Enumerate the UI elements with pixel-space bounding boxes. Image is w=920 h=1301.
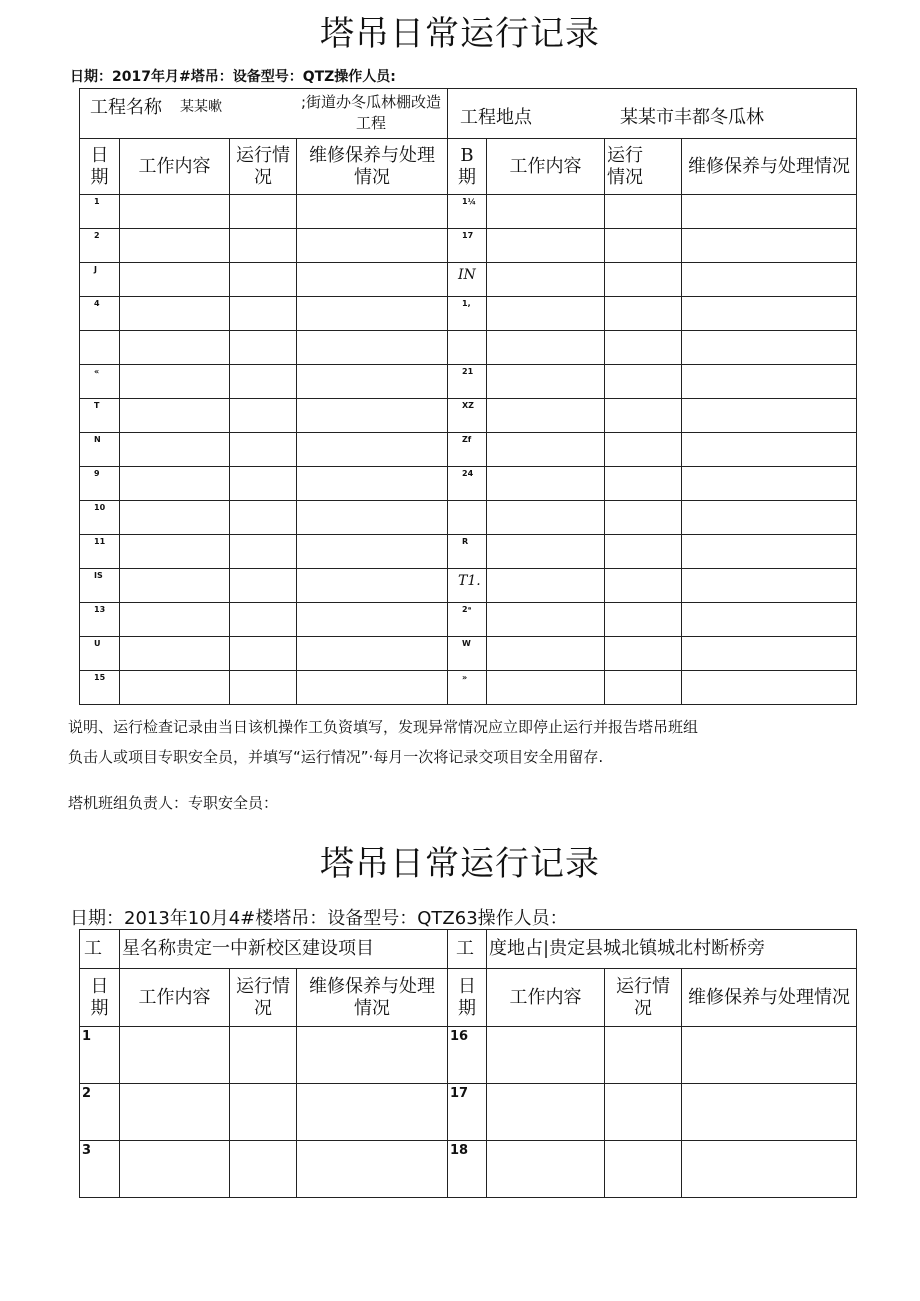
maint-cell[interactable]	[297, 331, 448, 365]
status-cell[interactable]	[230, 365, 297, 399]
header-status: 运行情况	[230, 139, 297, 195]
maint-cell[interactable]	[297, 1141, 448, 1198]
status-cell[interactable]	[230, 569, 297, 603]
work-cell-right[interactable]	[487, 433, 605, 467]
maint-cell[interactable]	[297, 297, 448, 331]
work-cell[interactable]	[120, 263, 230, 297]
table-row	[80, 331, 857, 365]
table-row	[80, 603, 857, 637]
work-cell[interactable]	[120, 433, 230, 467]
status-cell-right[interactable]	[605, 603, 682, 637]
proj-cell-a: 工	[80, 930, 120, 969]
work-cell[interactable]	[120, 297, 230, 331]
status-cell[interactable]	[230, 433, 297, 467]
work-cell-right[interactable]	[487, 195, 605, 229]
status-cell-right[interactable]	[605, 1027, 682, 1084]
day-cell-left: T	[80, 399, 120, 433]
maint-cell[interactable]	[297, 637, 448, 671]
day-cell-left: U	[80, 637, 120, 671]
maint-cell-right[interactable]	[682, 297, 857, 331]
maint-cell-right[interactable]	[682, 263, 857, 297]
header-maint: 维修保养与处理情况	[297, 139, 448, 195]
work-cell-right[interactable]	[487, 229, 605, 263]
note-line-1: 说明、运行检查记录由当日该机操作工负资填写，发现异常情况应立即停止运行并报告塔吊班组	[68, 718, 699, 736]
work-cell[interactable]	[120, 535, 230, 569]
day-cell-left: «	[80, 365, 120, 399]
header-work-right-2: 工作内容	[487, 969, 605, 1027]
maint-cell-right[interactable]	[682, 399, 857, 433]
table-row	[80, 195, 857, 229]
status-cell-right[interactable]	[605, 569, 682, 603]
day-cell-right: 24	[448, 467, 487, 501]
work-cell-right[interactable]	[487, 603, 605, 637]
maint-cell[interactable]	[297, 229, 448, 263]
day-cell-right: »	[448, 671, 487, 705]
maint-cell[interactable]	[297, 603, 448, 637]
header-maint-2: 维修保养与处理情况	[297, 969, 448, 1027]
day-cell-right: 17	[448, 1084, 487, 1141]
status-cell[interactable]	[230, 467, 297, 501]
status-cell[interactable]	[230, 331, 297, 365]
work-cell[interactable]	[120, 1141, 230, 1198]
maint-cell[interactable]	[297, 263, 448, 297]
status-cell[interactable]	[230, 1141, 297, 1198]
header-row-2	[80, 969, 857, 1027]
status-cell-right[interactable]	[605, 195, 682, 229]
maint-cell-right[interactable]	[682, 229, 857, 263]
day-cell-right: 21	[448, 365, 487, 399]
work-cell[interactable]	[120, 399, 230, 433]
status-cell-right[interactable]	[605, 1141, 682, 1198]
proj-cell-b: 工	[448, 930, 487, 969]
maint-cell[interactable]	[297, 467, 448, 501]
record-info-1: 日期：2017年月#塔吊：设备型号：QTZ操作人员:	[70, 69, 396, 85]
day-cell-left: 9	[80, 467, 120, 501]
table-row	[80, 1027, 857, 1084]
day-cell-left: 13	[80, 603, 120, 637]
maint-cell-right[interactable]	[682, 603, 857, 637]
status-cell[interactable]	[230, 297, 297, 331]
project-name-value-b: ;街道办冬瓜林棚改造工程	[300, 93, 442, 132]
maint-cell-right[interactable]	[682, 535, 857, 569]
project-name-label: 工程名称	[90, 97, 162, 118]
table-row	[80, 433, 857, 467]
project-name-value-a: 某某嗽	[180, 99, 222, 115]
day-cell-left	[80, 331, 120, 365]
status-cell-right[interactable]	[605, 263, 682, 297]
work-cell[interactable]	[120, 195, 230, 229]
header-work: 工作内容	[120, 139, 230, 195]
day-cell-left: 1	[80, 195, 120, 229]
header-status-right: 运行情况	[605, 139, 682, 195]
day-cell-right: IN	[448, 263, 487, 297]
header-status-right-2: 运行情况	[605, 969, 682, 1027]
day-cell-left: 2	[80, 229, 120, 263]
work-cell[interactable]	[120, 331, 230, 365]
proj-name-2: 星名称贵定一中新校区建设项目	[120, 930, 448, 969]
work-cell-right[interactable]	[487, 569, 605, 603]
status-cell[interactable]	[230, 229, 297, 263]
status-cell-right[interactable]	[605, 433, 682, 467]
table-row	[80, 365, 857, 399]
day-cell-left: 10	[80, 501, 120, 535]
status-cell[interactable]	[230, 1027, 297, 1084]
maint-cell-right[interactable]	[682, 467, 857, 501]
table-row	[80, 501, 857, 535]
status-cell-right[interactable]	[605, 1084, 682, 1141]
status-cell[interactable]	[230, 603, 297, 637]
record-table-2	[79, 929, 857, 1198]
day-cell-left: 15	[80, 671, 120, 705]
table-row	[80, 1141, 857, 1198]
day-cell-right: 2ᵃ	[448, 603, 487, 637]
work-cell[interactable]	[120, 637, 230, 671]
day-cell-right: 1,	[448, 297, 487, 331]
work-cell[interactable]	[120, 501, 230, 535]
project-name-cell	[80, 89, 448, 139]
table-row	[80, 229, 857, 263]
work-cell[interactable]	[120, 671, 230, 705]
table-row	[80, 399, 857, 433]
table-row	[80, 671, 857, 705]
day-cell-right: Zf	[448, 433, 487, 467]
header-work-right: 工作内容	[487, 139, 605, 195]
status-cell-right[interactable]	[605, 365, 682, 399]
work-cell-right[interactable]	[487, 501, 605, 535]
maint-cell-right[interactable]	[682, 569, 857, 603]
status-cell-right[interactable]	[605, 535, 682, 569]
maint-cell-right[interactable]	[682, 331, 857, 365]
work-cell[interactable]	[120, 1084, 230, 1141]
work-cell[interactable]	[120, 229, 230, 263]
status-cell-right[interactable]	[605, 501, 682, 535]
header-maint-right-2: 维修保养与处理情况	[682, 969, 857, 1027]
day-cell-left: 3	[80, 1141, 120, 1198]
status-cell[interactable]	[230, 501, 297, 535]
day-cell-right: W	[448, 637, 487, 671]
header-status-2: 运行情况	[230, 969, 297, 1027]
work-cell-right[interactable]	[487, 467, 605, 501]
maint-cell[interactable]	[297, 365, 448, 399]
maint-cell[interactable]	[297, 1084, 448, 1141]
maint-cell[interactable]	[297, 399, 448, 433]
work-cell-right[interactable]	[487, 297, 605, 331]
note-line-2: 负击人或项目专职安全员，并填写“运行情况”·每月一次将记录交项目安全用留存.	[68, 748, 604, 766]
status-cell[interactable]	[230, 535, 297, 569]
location-value: 某某市丰都冬瓜林	[620, 107, 764, 128]
record-table-1	[79, 88, 857, 705]
day-cell-right: 18	[448, 1141, 487, 1198]
maint-cell[interactable]	[297, 501, 448, 535]
work-cell-right[interactable]	[487, 399, 605, 433]
day-cell-right: 16	[448, 1027, 487, 1084]
maint-cell-right[interactable]	[682, 195, 857, 229]
status-cell-right[interactable]	[605, 467, 682, 501]
day-cell-right	[448, 501, 487, 535]
header-date: 日期	[80, 139, 120, 195]
work-cell[interactable]	[120, 365, 230, 399]
page-title-1: 塔吊日常运行记录	[320, 14, 600, 54]
day-cell-left: 1	[80, 1027, 120, 1084]
maint-cell[interactable]	[297, 569, 448, 603]
table-row	[80, 297, 857, 331]
work-cell-right[interactable]	[487, 637, 605, 671]
work-cell-right[interactable]	[487, 535, 605, 569]
maint-cell[interactable]	[297, 535, 448, 569]
maint-cell-right[interactable]	[682, 1084, 857, 1141]
day-cell-left: 2	[80, 1084, 120, 1141]
maint-cell-right[interactable]	[682, 501, 857, 535]
table-row	[80, 1084, 857, 1141]
location-2: 度地占|贵定县城北镇城北村断桥旁	[487, 930, 857, 969]
maint-cell[interactable]	[297, 671, 448, 705]
day-cell-right: XZ	[448, 399, 487, 433]
work-cell[interactable]	[120, 467, 230, 501]
header-date-right-2: 日期	[448, 969, 487, 1027]
table-row	[80, 467, 857, 501]
work-cell-right[interactable]	[487, 671, 605, 705]
maint-cell-right[interactable]	[682, 1027, 857, 1084]
day-cell-right: 17	[448, 229, 487, 263]
day-cell-left: J	[80, 263, 120, 297]
day-cell-left: IS	[80, 569, 120, 603]
day-cell-right: R	[448, 535, 487, 569]
maint-cell[interactable]	[297, 195, 448, 229]
status-cell[interactable]	[230, 671, 297, 705]
status-cell-right[interactable]	[605, 331, 682, 365]
status-cell-right[interactable]	[605, 297, 682, 331]
work-cell[interactable]	[120, 603, 230, 637]
header-row-1	[80, 139, 857, 195]
table-row	[80, 569, 857, 603]
maint-cell-right[interactable]	[682, 433, 857, 467]
status-cell[interactable]	[230, 263, 297, 297]
header-maint-right: 维修保养与处理情况	[682, 139, 857, 195]
location-cell	[448, 89, 857, 139]
day-cell-left: N	[80, 433, 120, 467]
work-cell-right[interactable]	[487, 331, 605, 365]
day-cell-left: 11	[80, 535, 120, 569]
work-cell-right[interactable]	[487, 263, 605, 297]
status-cell-right[interactable]	[605, 671, 682, 705]
table-row	[80, 263, 857, 297]
location-label: 工程地点	[460, 107, 532, 128]
signers-line: 塔机班组负责人：专职安全员：	[68, 794, 279, 812]
header-date-2: 日期	[80, 969, 120, 1027]
maint-cell[interactable]	[297, 1027, 448, 1084]
work-cell-right[interactable]	[487, 1084, 605, 1141]
status-cell[interactable]	[230, 195, 297, 229]
status-cell[interactable]	[230, 1084, 297, 1141]
status-cell-right[interactable]	[605, 399, 682, 433]
maint-cell-right[interactable]	[682, 365, 857, 399]
day-cell-right: 1¼	[448, 195, 487, 229]
page-title-2: 塔吊日常运行记录	[320, 844, 600, 884]
header-date-right: B期	[448, 139, 487, 195]
status-cell[interactable]	[230, 399, 297, 433]
day-cell-right	[448, 331, 487, 365]
header-work-2: 工作内容	[120, 969, 230, 1027]
maint-cell-right[interactable]	[682, 671, 857, 705]
maint-cell[interactable]	[297, 433, 448, 467]
maint-cell-right[interactable]	[682, 637, 857, 671]
work-cell-right[interactable]	[487, 1141, 605, 1198]
day-cell-right: T1.	[448, 569, 487, 603]
status-cell-right[interactable]	[605, 229, 682, 263]
work-cell-right[interactable]	[487, 365, 605, 399]
status-cell[interactable]	[230, 637, 297, 671]
record-info-2: 日期：2013年10月4#楼塔吊：设备型号：QTZ63操作人员：	[70, 908, 568, 929]
status-cell-right[interactable]	[605, 637, 682, 671]
work-cell[interactable]	[120, 569, 230, 603]
maint-cell-right[interactable]	[682, 1141, 857, 1198]
work-cell[interactable]	[120, 1027, 230, 1084]
work-cell-right[interactable]	[487, 1027, 605, 1084]
day-cell-left: 4	[80, 297, 120, 331]
table-row	[80, 637, 857, 671]
table-row	[80, 535, 857, 569]
